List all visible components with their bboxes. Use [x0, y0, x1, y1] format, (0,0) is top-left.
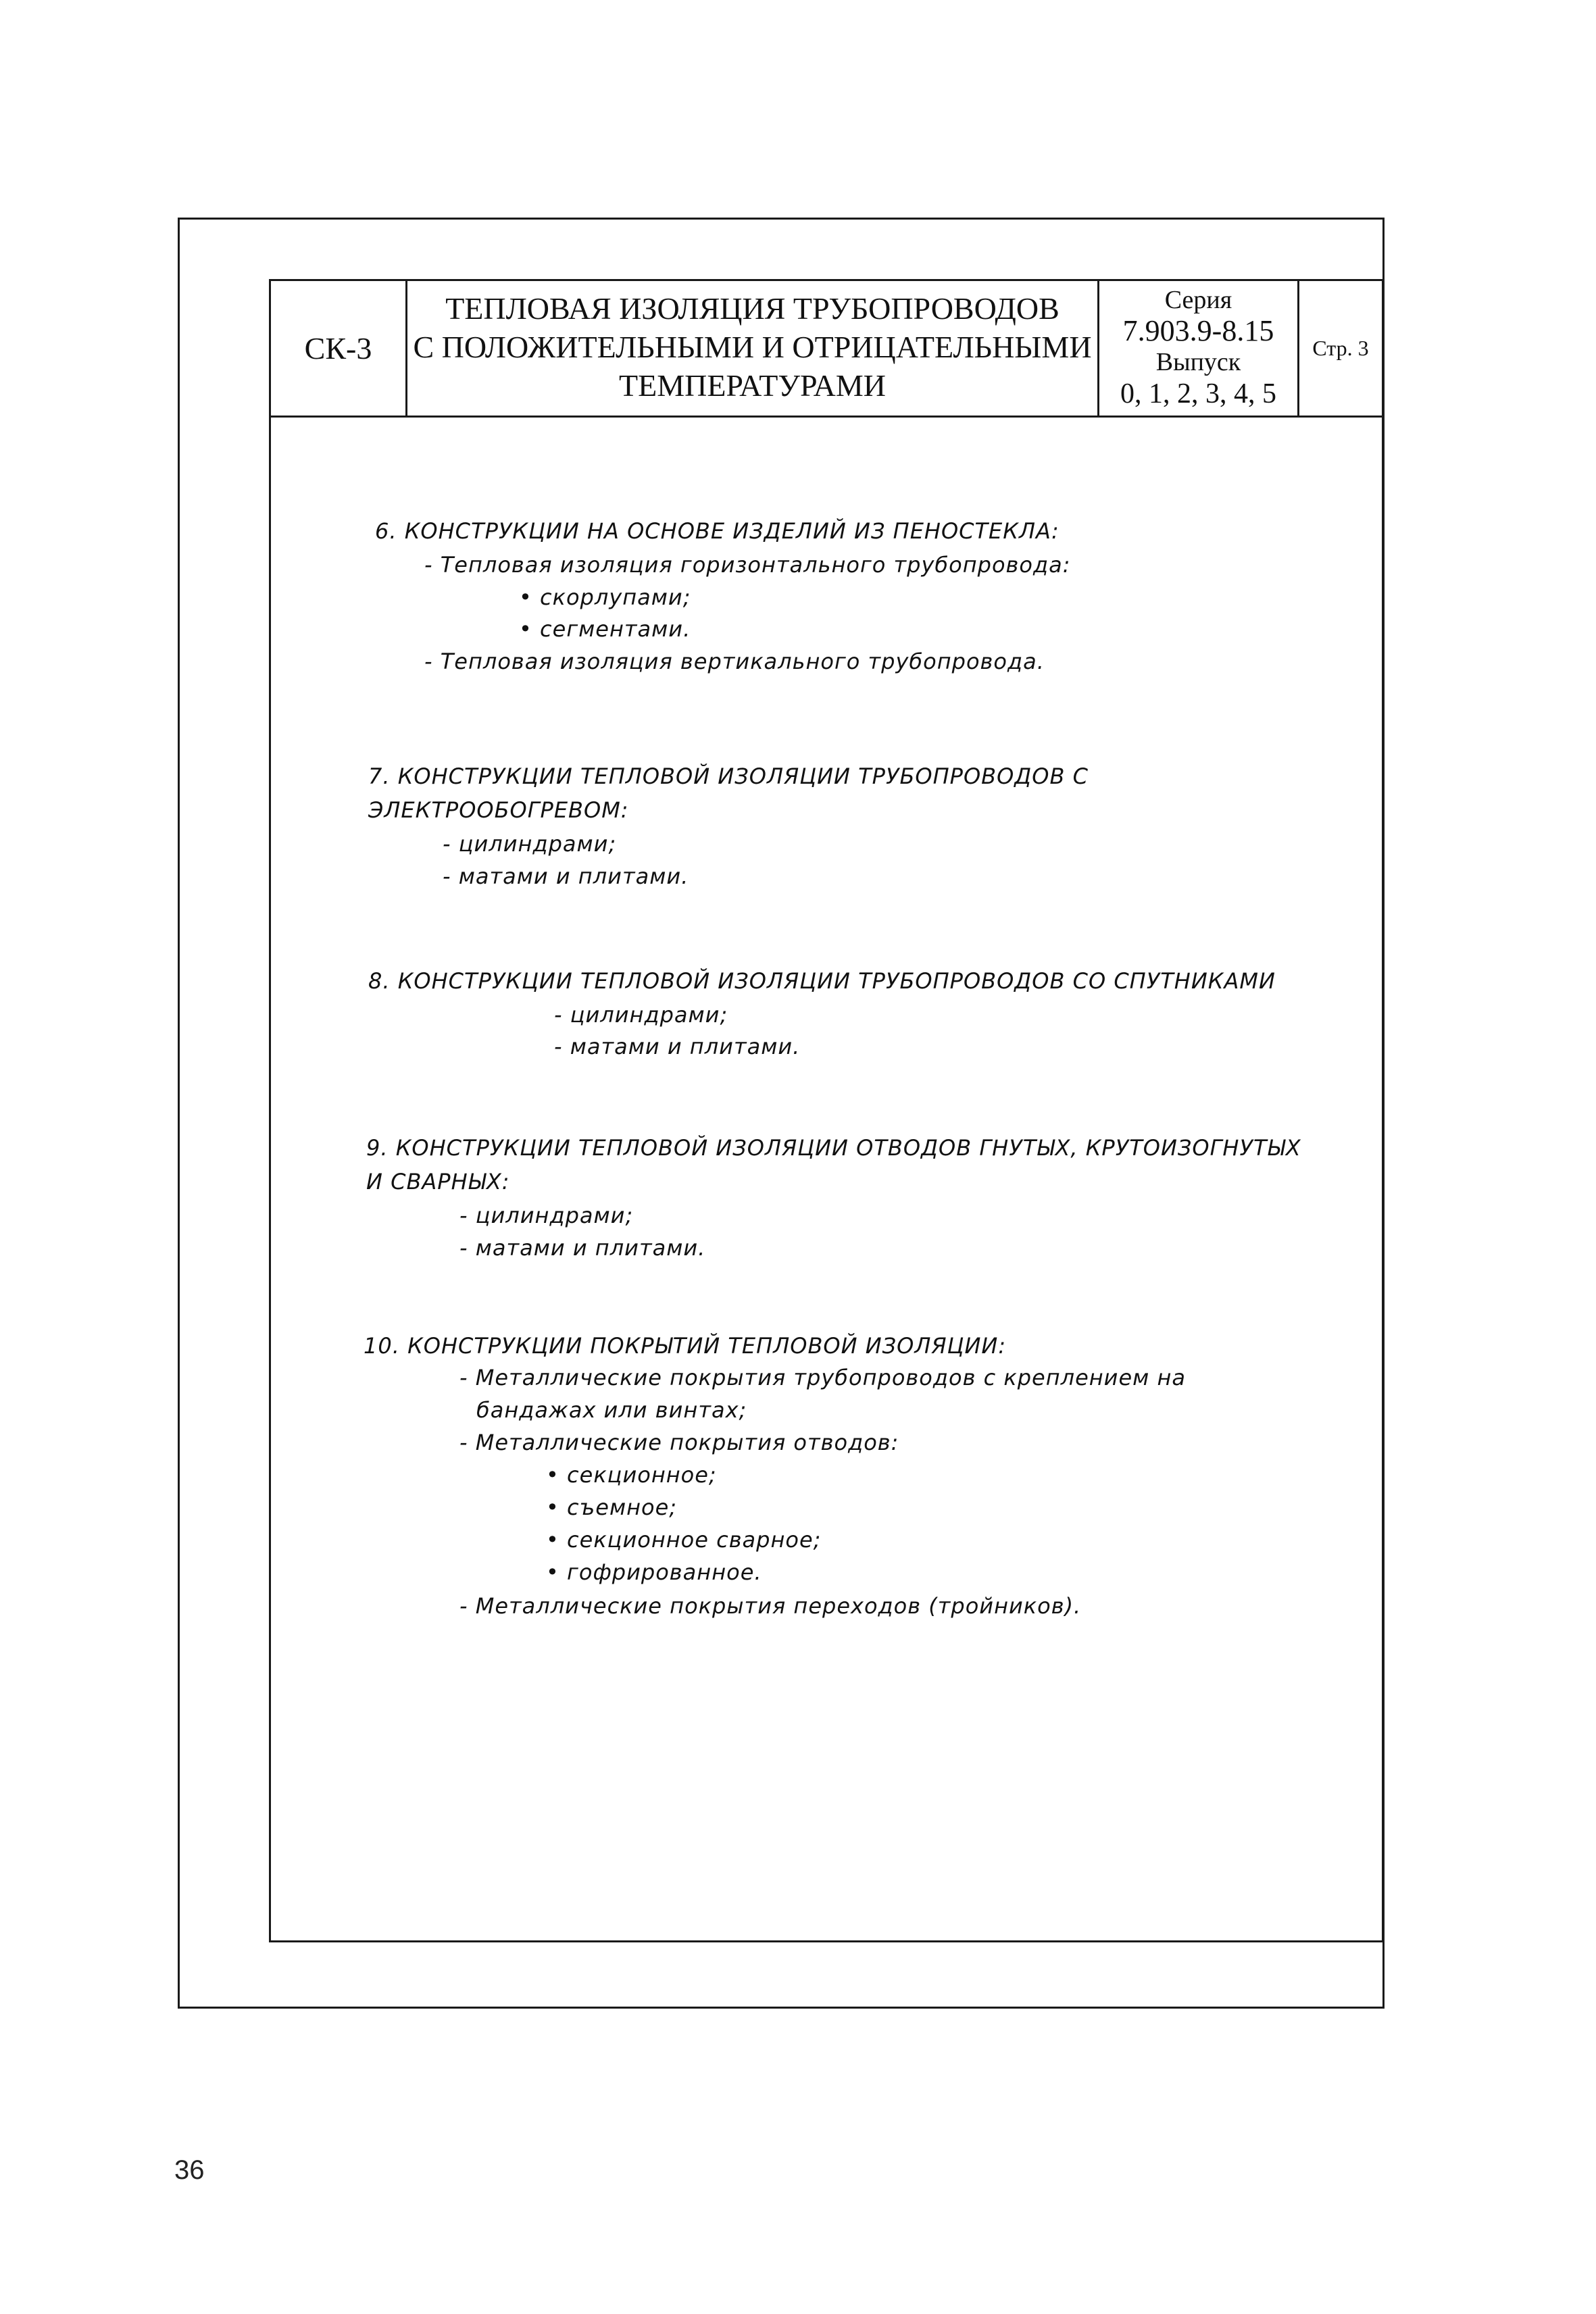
section-9-item: - матами и плитами.	[459, 1235, 706, 1261]
section-6-subitem: • скорлупами;	[519, 584, 691, 610]
section-7-heading-cont: ЭЛЕКТРООБОГРЕВОМ:	[368, 797, 629, 823]
section-10-item-cont: бандажах или винтах;	[476, 1397, 747, 1423]
title-line-2: С ПОЛОЖИТЕЛЬНЫМИ И ОТРИЦАТЕЛЬНЫМИ	[413, 330, 1092, 364]
section-10-subitem: • съемное;	[546, 1494, 678, 1520]
section-10-item: - Металлические покрытия трубопроводов с креплением на	[459, 1365, 1186, 1390]
section-7-item: - цилиндрами;	[443, 831, 617, 857]
sheet-label: Стр. 3	[1312, 336, 1369, 360]
document-code: СК-3	[304, 331, 372, 366]
section-7-heading: 7. КОНСТРУКЦИИ ТЕПЛОВОЙ ИЗОЛЯЦИИ ТРУБОПРОВОДОВ С	[368, 763, 1089, 789]
section-10-item: - Металлические покрытия переходов (тройников).	[459, 1593, 1082, 1619]
section-9-heading: 9. КОНСТРУКЦИИ ТЕПЛОВОЙ ИЗОЛЯЦИИ ОТВОДОВ ГНУТЫХ, КРУТОИЗОГНУТЫХ	[366, 1135, 1301, 1161]
page-number: 36	[174, 2155, 205, 2185]
section-8-item: - матами и плитами.	[554, 1034, 801, 1059]
section-10-heading: 10. КОНСТРУКЦИИ ПОКРЫТИЙ ТЕПЛОВОЙ ИЗОЛЯЦИИ:	[364, 1333, 1007, 1359]
section-8-item: - цилиндрами;	[554, 1002, 728, 1028]
issue-label: Выпуск	[1155, 348, 1241, 376]
title-line-1: ТЕПЛОВАЯ ИЗОЛЯЦИЯ ТРУБОПРОВОДОВ	[445, 291, 1059, 326]
series-number: 7.903.9-8.15	[1122, 314, 1274, 347]
title-block	[271, 281, 1382, 418]
section-10-item: - Металлические покрытия отводов:	[459, 1430, 899, 1455]
section-6-item: - Тепловая изоляция вертикального трубопровода.	[424, 649, 1045, 674]
section-10-subitem: • секционное;	[546, 1462, 717, 1488]
section-10-subitem: • секционное сварное;	[546, 1527, 822, 1553]
section-10-subitem: • гофрированное.	[546, 1559, 762, 1585]
section-7-item: - матами и плитами.	[443, 863, 689, 889]
sheet-cell	[1297, 281, 1382, 416]
title-line-3: ТЕМПЕРАТУРАМИ	[619, 368, 886, 403]
section-8-heading: 8. КОНСТРУКЦИИ ТЕПЛОВОЙ ИЗОЛЯЦИИ ТРУБОПРОВОДОВ СО СПУТНИКАМИ	[368, 968, 1276, 994]
section-6-subitem: • сегментами.	[519, 616, 691, 642]
issue-numbers: 0, 1, 2, 3, 4, 5	[1120, 378, 1276, 409]
series-cell	[1097, 281, 1297, 416]
document-title-cell	[405, 281, 1097, 416]
document-code-cell	[271, 281, 405, 416]
section-9-heading-cont: И СВАРНЫХ:	[366, 1169, 510, 1194]
section-9-item: - цилиндрами;	[459, 1203, 634, 1228]
section-6-item: - Тепловая изоляция горизонтального трубопровода:	[424, 552, 1071, 578]
section-6-heading: 6. КОНСТРУКЦИИ НА ОСНОВЕ ИЗДЕЛИЙ ИЗ ПЕНОСТЕКЛА:	[375, 518, 1059, 544]
series-label: Серия	[1164, 286, 1232, 314]
